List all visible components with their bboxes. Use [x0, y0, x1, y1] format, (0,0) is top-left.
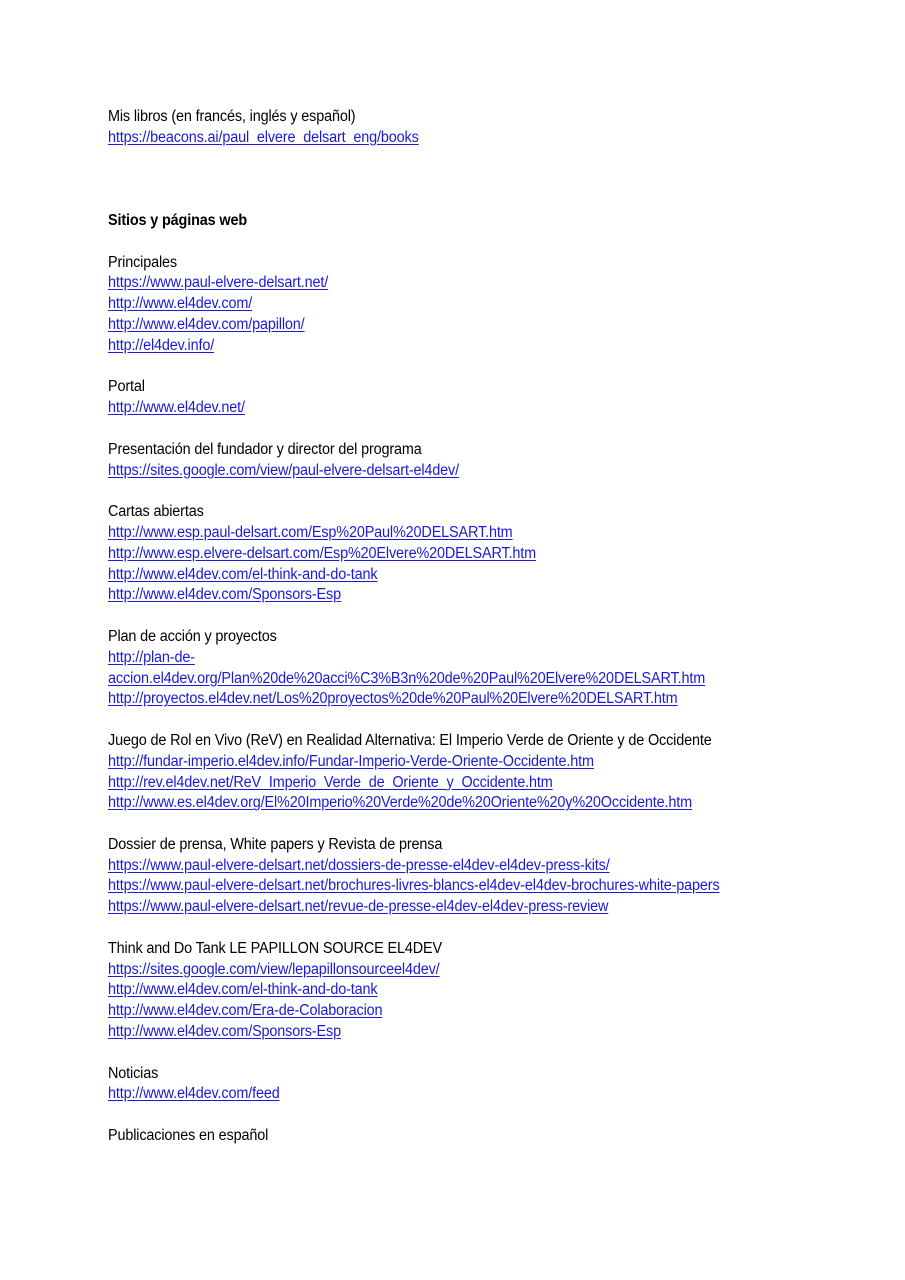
- spacer: [108, 149, 833, 170]
- section-link[interactable]: http://www.el4dev.com/Sponsors-Esp: [108, 1023, 341, 1041]
- section-title: Dossier de prensa, White papers y Revista de prensa: [108, 835, 443, 853]
- spacer: [108, 190, 833, 211]
- books-label: Mis libros (en francés, inglés y español): [108, 108, 356, 125]
- section-title: Publicaciones en español: [108, 1127, 269, 1145]
- section-link[interactable]: https://sites.google.com/view/lepapillonsourceel4dev/: [108, 960, 440, 978]
- section-link[interactable]: http://fundar-imperio.el4dev.info/Fundar-Imperio-Verde-Oriente-Occidente.htm: [108, 752, 594, 770]
- books-link[interactable]: https://beacons.ai/paul_elvere_delsart_eng/books: [108, 128, 419, 146]
- spacer: [108, 918, 833, 939]
- section-block: [108, 1126, 833, 1147]
- section-block: [108, 1064, 833, 1126]
- section-link[interactable]: http://www.el4dev.com/el-think-and-do-tank: [108, 565, 378, 583]
- spacer: [108, 357, 833, 378]
- spacer: [108, 1043, 833, 1064]
- section-title: Portal: [108, 378, 145, 396]
- section-link[interactable]: http://www.el4dev.com/papillon/: [108, 315, 305, 333]
- spacer: [108, 419, 833, 440]
- section-block: [108, 377, 833, 439]
- section-link[interactable]: https://sites.google.com/view/paul-elvere-delsart-el4dev/: [108, 461, 460, 479]
- section-heading: Sitios y páginas web: [108, 211, 248, 229]
- section-link[interactable]: https://www.paul-elvere-delsart.net/brochures-livres-blancs-el4dev-el4dev-brochures-white-papers: [108, 877, 720, 895]
- document-content: [108, 107, 833, 1147]
- section-link[interactable]: https://www.paul-elvere-delsart.net/dossiers-de-presse-el4dev-el4dev-press-kits/: [108, 856, 610, 874]
- section-link[interactable]: http://rev.el4dev.net/ReV_Imperio_Verde_de_Oriente_y_Occidente.htm: [108, 773, 553, 791]
- section-title: Plan de acción y proyectos: [108, 627, 277, 645]
- section-link[interactable]: http://www.esp.elvere-delsart.com/Esp%20Elvere%20DELSART.htm: [108, 544, 537, 562]
- section-link[interactable]: https://www.paul-elvere-delsart.net/: [108, 274, 329, 292]
- spacer: [108, 481, 833, 502]
- section-title: Cartas abiertas: [108, 503, 204, 521]
- section-title: Principales: [108, 253, 177, 271]
- section-block: [108, 253, 833, 378]
- section-link[interactable]: http://proyectos.el4dev.net/Los%20proyectos%20de%20Paul%20Elvere%20DELSART.htm: [108, 690, 678, 708]
- spacer: [108, 606, 833, 627]
- section-link[interactable]: http://plan-de-: [108, 648, 195, 666]
- section-block: [108, 440, 833, 502]
- section-block: [108, 627, 833, 731]
- section-block: [108, 731, 833, 835]
- section-link[interactable]: https://www.paul-elvere-delsart.net/revue-de-presse-el4dev-el4dev-press-review: [108, 898, 609, 916]
- section-link[interactable]: http://www.esp.paul-delsart.com/Esp%20Paul%20DELSART.htm: [108, 523, 513, 541]
- section-title: Juego de Rol en Vivo (ReV) en Realidad Alternativa: El Imperio Verde de Oriente y de Occidente: [108, 731, 712, 749]
- spacer: [108, 1105, 833, 1126]
- section-title: Think and Do Tank LE PAPILLON SOURCE EL4DEV: [108, 939, 442, 957]
- section-link[interactable]: http://www.el4dev.net/: [108, 399, 245, 417]
- section-block: [108, 502, 833, 627]
- section-title: Presentación del fundador y director del programa: [108, 440, 422, 458]
- spacer: [108, 232, 833, 253]
- section-link[interactable]: http://el4dev.info/: [108, 336, 215, 354]
- section-link[interactable]: http://www.el4dev.com/feed: [108, 1085, 280, 1103]
- section-block: [108, 835, 833, 939]
- section-link[interactable]: http://www.el4dev.com/el-think-and-do-tank: [108, 981, 378, 999]
- section-link[interactable]: http://www.el4dev.com/Sponsors-Esp: [108, 586, 341, 604]
- section-title: Noticias: [108, 1064, 159, 1082]
- section-block: [108, 939, 833, 1064]
- section-link[interactable]: http://www.el4dev.com/: [108, 295, 253, 313]
- section-link[interactable]: accion.el4dev.org/Plan%20de%20acci%C3%B3n%20de%20Paul%20Elvere%20DELSART.htm: [108, 669, 706, 687]
- section-link[interactable]: http://www.es.el4dev.org/El%20Imperio%20Verde%20de%20Oriente%20y%20Occidente.htm: [108, 794, 692, 812]
- section-link[interactable]: http://www.el4dev.com/Era-de-Colaboracion: [108, 1002, 383, 1020]
- spacer: [108, 814, 833, 835]
- spacer: [108, 710, 833, 731]
- sections-list: [108, 253, 833, 1147]
- spacer: [108, 169, 833, 190]
